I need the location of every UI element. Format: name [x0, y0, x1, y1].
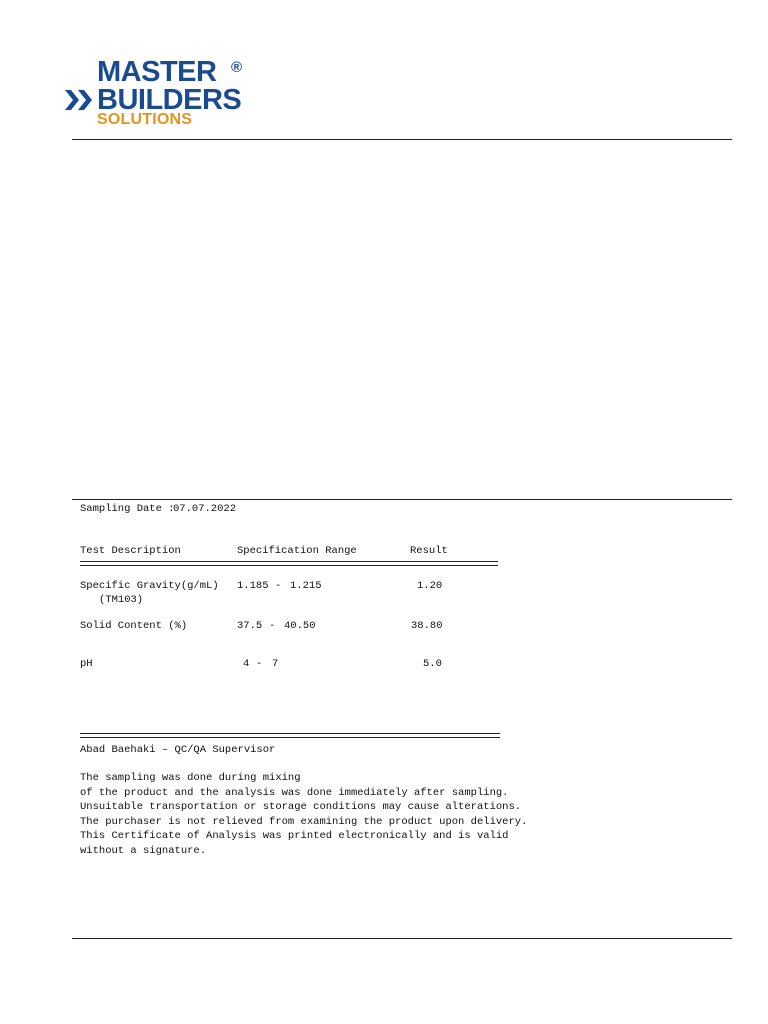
row-specific-gravity-spec-sep: -: [275, 580, 282, 592]
row-solid-content-description: Solid Content (%): [80, 620, 188, 632]
row-specific-gravity-spec-max: 1.215: [290, 580, 322, 592]
column-header-result: Result: [410, 545, 448, 557]
row-specific-gravity-description: Specific Gravity(g/mL): [80, 580, 219, 592]
logo-registered-mark: ®: [231, 59, 243, 76]
row-specific-gravity-result: 1.20: [417, 580, 443, 592]
row-specific-gravity-spec-min: 1.185: [237, 580, 269, 592]
sampling-date-label: Sampling Date :: [80, 503, 175, 515]
disclaimer-notes: [80, 771, 527, 859]
footer-double-rule: [80, 733, 500, 738]
logo-master-text: MASTER: [97, 56, 217, 88]
row-ph-spec-min: 4: [243, 658, 250, 670]
note-line: The purchaser is not relieved from examining the product upon delivery.: [80, 815, 528, 828]
row-solid-content-result: 38.80: [411, 620, 443, 632]
logo-solutions-text: SOLUTIONS: [97, 111, 193, 128]
note-line: This Certificate of Analysis was printed electronically and is valid: [80, 830, 509, 843]
row-solid-content-spec-min: 37.5: [237, 620, 263, 632]
header-divider: [72, 139, 732, 140]
note-line: without a signature.: [80, 844, 207, 857]
row-solid-content-spec-max: 40.50: [284, 620, 316, 632]
double-chevron-icon: [64, 88, 96, 112]
row-solid-content-spec-sep: -: [269, 620, 276, 632]
note-line: The sampling was done during mixing: [80, 772, 301, 784]
master-builders-logo: [64, 58, 264, 130]
footer-divider: [72, 938, 732, 939]
row-ph-spec-sep: -: [256, 658, 263, 670]
sampling-date-value: 07.07.2022: [173, 503, 237, 515]
report-top-divider: [72, 499, 732, 500]
note-line: Unsuitable transportation or storage conditions may cause alterations.: [80, 801, 522, 814]
note-line: of the product and the analysis was done immediately after sampling.: [80, 786, 509, 799]
column-header-description: Test Description: [80, 545, 181, 557]
row-ph-result: 5.0: [423, 658, 442, 670]
row-specific-gravity-method: (TM103): [99, 594, 144, 606]
logo-builders-text: BUILDERS: [97, 84, 242, 116]
row-ph-description: pH: [80, 658, 93, 670]
column-header-spec: Specification Range: [237, 545, 357, 557]
header-double-rule: [80, 561, 498, 566]
supervisor-signoff: Abad Baehaki – QC/QA Supervisor: [80, 744, 276, 756]
row-ph-spec-max: 7: [272, 658, 279, 670]
